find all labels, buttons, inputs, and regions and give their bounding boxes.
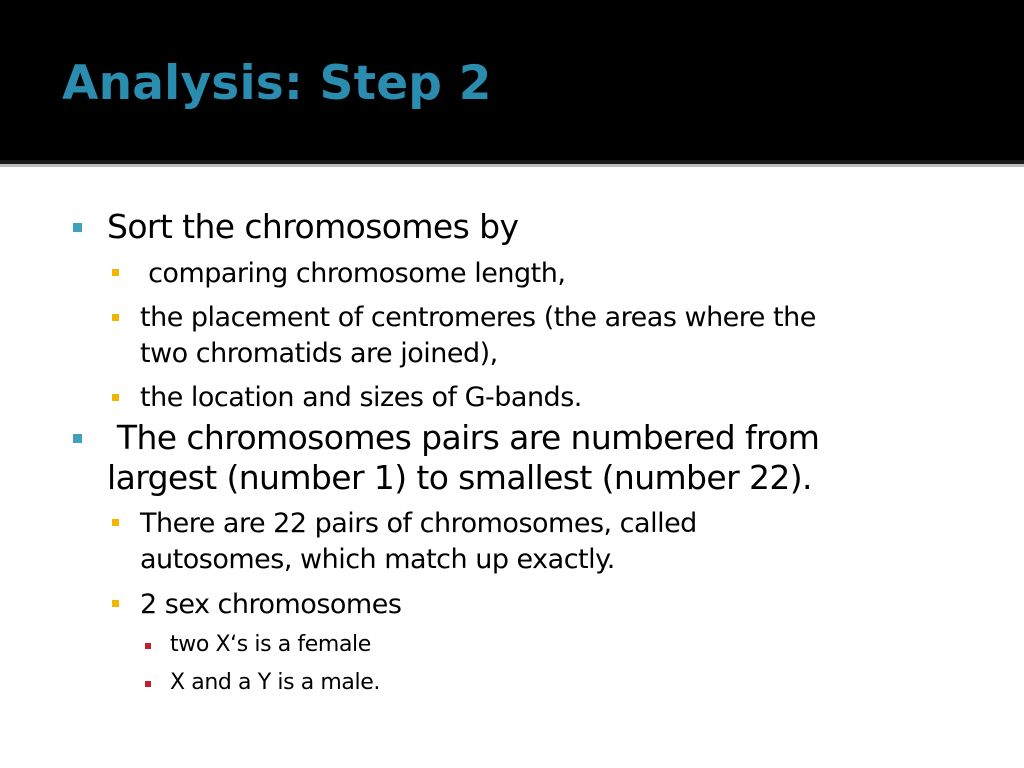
bullet-level2-line1: the placement of centromeres (the areas where the bbox=[140, 302, 816, 333]
bullet-level3: X and a Y is a male. bbox=[170, 670, 380, 695]
bullet-level2-line2: autosomes, which match up exactly. bbox=[140, 544, 615, 575]
bullet-marker-level2 bbox=[112, 519, 119, 526]
bullet-marker-level2 bbox=[112, 269, 119, 276]
bullet-marker-level2 bbox=[112, 600, 119, 607]
bullet-marker-level1 bbox=[73, 434, 82, 443]
bullet-level2: the location and sizes of G-bands. bbox=[140, 382, 582, 413]
bullet-marker-level3 bbox=[145, 643, 151, 649]
bullet-level3: two X‘s is a female bbox=[170, 632, 371, 657]
bullet-level1-line1: The chromosomes pairs are numbered from bbox=[107, 418, 820, 457]
bullet-level2-line1: There are 22 pairs of chromosomes, called bbox=[140, 508, 697, 539]
bullet-level2: comparing chromosome length, bbox=[140, 258, 566, 289]
bullet-marker-level3 bbox=[145, 681, 151, 687]
bullet-level2-line2: two chromatids are joined), bbox=[140, 338, 498, 369]
bullet-marker-level2 bbox=[112, 314, 119, 321]
slide-title: Analysis: Step 2 bbox=[62, 56, 492, 111]
bullet-level1: Sort the chromosomes by bbox=[107, 207, 519, 246]
bullet-level2: 2 sex chromosomes bbox=[140, 589, 402, 620]
bullet-level1-line2: largest (number 1) to smallest (number 22). bbox=[107, 458, 812, 497]
bullet-marker-level1 bbox=[73, 223, 82, 232]
bullet-marker-level2 bbox=[112, 394, 119, 401]
